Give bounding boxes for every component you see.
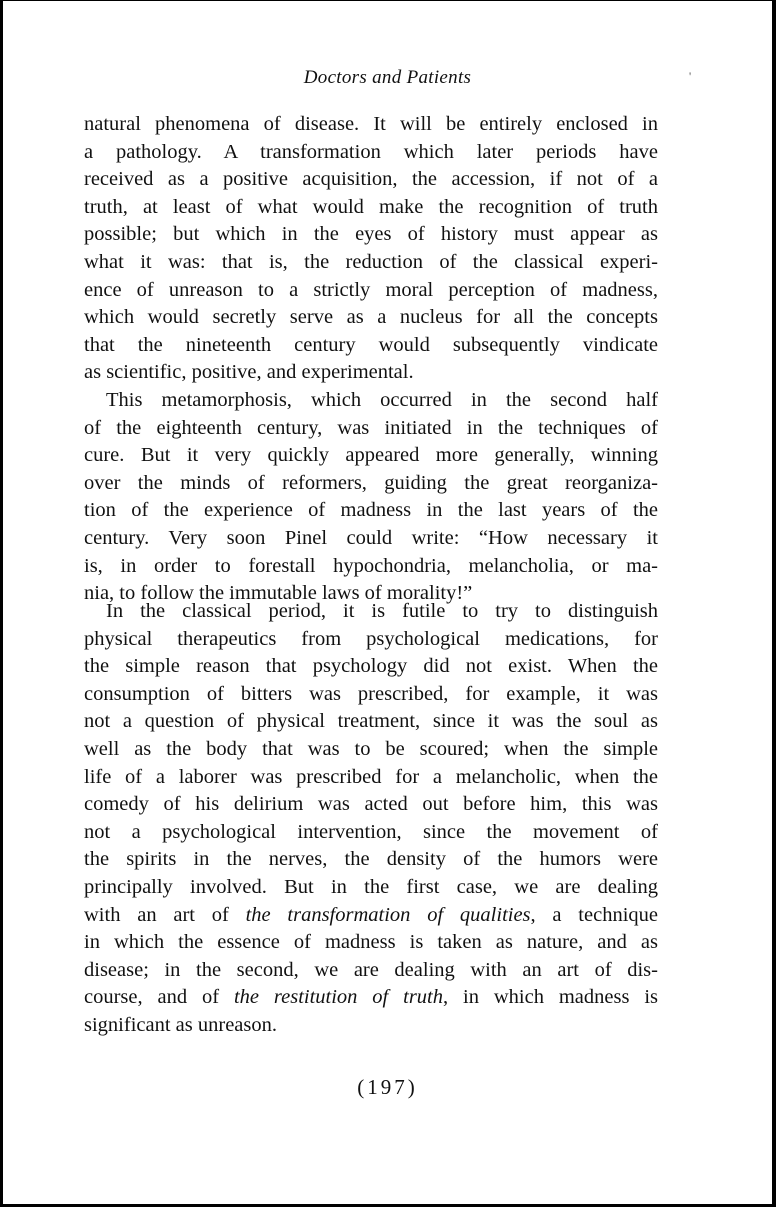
text-line xyxy=(84,902,658,930)
text-line: comedy of his delirium was acted out before him, this was xyxy=(84,793,658,816)
text-line: in which the essence of madness is taken as nature, and as xyxy=(84,931,658,954)
text-line: is, in order to forestall hypochondria, melancholia, or ma- xyxy=(84,554,658,577)
text-line: century. Very soon Pinel could write: “How necessary it xyxy=(84,526,658,549)
text-line: significant as unreason. xyxy=(84,1013,277,1036)
text-run: , a technique xyxy=(530,903,658,926)
text-line: cure. But it very quickly appeared more generally, winning xyxy=(84,444,658,467)
paragraph-classical-period xyxy=(84,598,658,1040)
paragraph-continued xyxy=(84,111,658,387)
margin-mark: ' xyxy=(689,69,692,83)
text-run: course, and of xyxy=(84,986,234,1009)
text-run: with an art of xyxy=(84,903,246,926)
text-line: ence of unreason to a strictly moral perception of madness, xyxy=(84,278,658,301)
text-line: over the minds of reformers, guiding the great reorganiza- xyxy=(84,471,658,494)
text-line: which would secretly serve as a nucleus for all the concepts xyxy=(84,306,658,329)
text-line xyxy=(84,984,658,1012)
text-line: the spirits in the nerves, the density of the humors were xyxy=(84,848,658,871)
italic-phrase: the restitution of truth xyxy=(233,986,444,1009)
text-line: disease; in the second, we are dealing with an art of dis- xyxy=(84,958,658,981)
text-line: what it was: that is, the reduction of the classical experi- xyxy=(84,250,658,273)
text-line: not a psychological intervention, since the movement of xyxy=(84,820,658,843)
text-line: life of a laborer was prescribed for a melancholic, when the xyxy=(84,765,658,788)
text-line: received as a positive acquisition, the accession, if not of a xyxy=(84,168,658,191)
text-block-bottom xyxy=(84,598,658,1040)
text-line: of the eighteenth century, was initiated in the techniques of xyxy=(84,416,658,439)
text-line: truth, at least of what would make the recognition of truth xyxy=(84,195,658,218)
paragraph-metamorphosis xyxy=(84,387,658,608)
text-line: that the nineteenth century would subsequently vindicate xyxy=(84,333,658,356)
text-line: nia, to follow the immutable laws of morality!” xyxy=(84,582,473,605)
running-head: Doctors and Patients xyxy=(303,67,472,88)
text-line: the simple reason that psychology did not exist. When the xyxy=(84,655,658,678)
text-line: tion of the experience of madness in the last years of the xyxy=(84,499,658,522)
text-run: , in which madness is xyxy=(443,986,658,1009)
italic-phrase: the transformation of qualities xyxy=(245,903,531,926)
text-line: as scientific, positive, and experimental. xyxy=(84,361,414,384)
text-line: consumption of bitters was prescribed, for example, it was xyxy=(84,682,658,705)
text-line: well as the body that was to be scoured; when the simple xyxy=(84,737,658,760)
text-line: a pathology. A transformation which later periods have xyxy=(84,140,658,163)
text-line: not a question of physical treatment, since it was the soul as xyxy=(84,710,658,733)
text-line: possible; but which in the eyes of history must appear as xyxy=(84,223,658,246)
text-line: natural phenomena of disease. It will be entirely enclosed in xyxy=(84,113,658,135)
text-line: In the classical period, it is futile to try to distinguish xyxy=(106,600,658,622)
text-line: physical therapeutics from psychological medications, for xyxy=(84,627,658,650)
text-block-top xyxy=(84,111,658,608)
text-line: principally involved. But in the first case, we are dealing xyxy=(84,875,658,898)
page-number: (197) xyxy=(357,1075,418,1099)
text-line: This metamorphosis, which occurred in the second half xyxy=(106,388,658,411)
